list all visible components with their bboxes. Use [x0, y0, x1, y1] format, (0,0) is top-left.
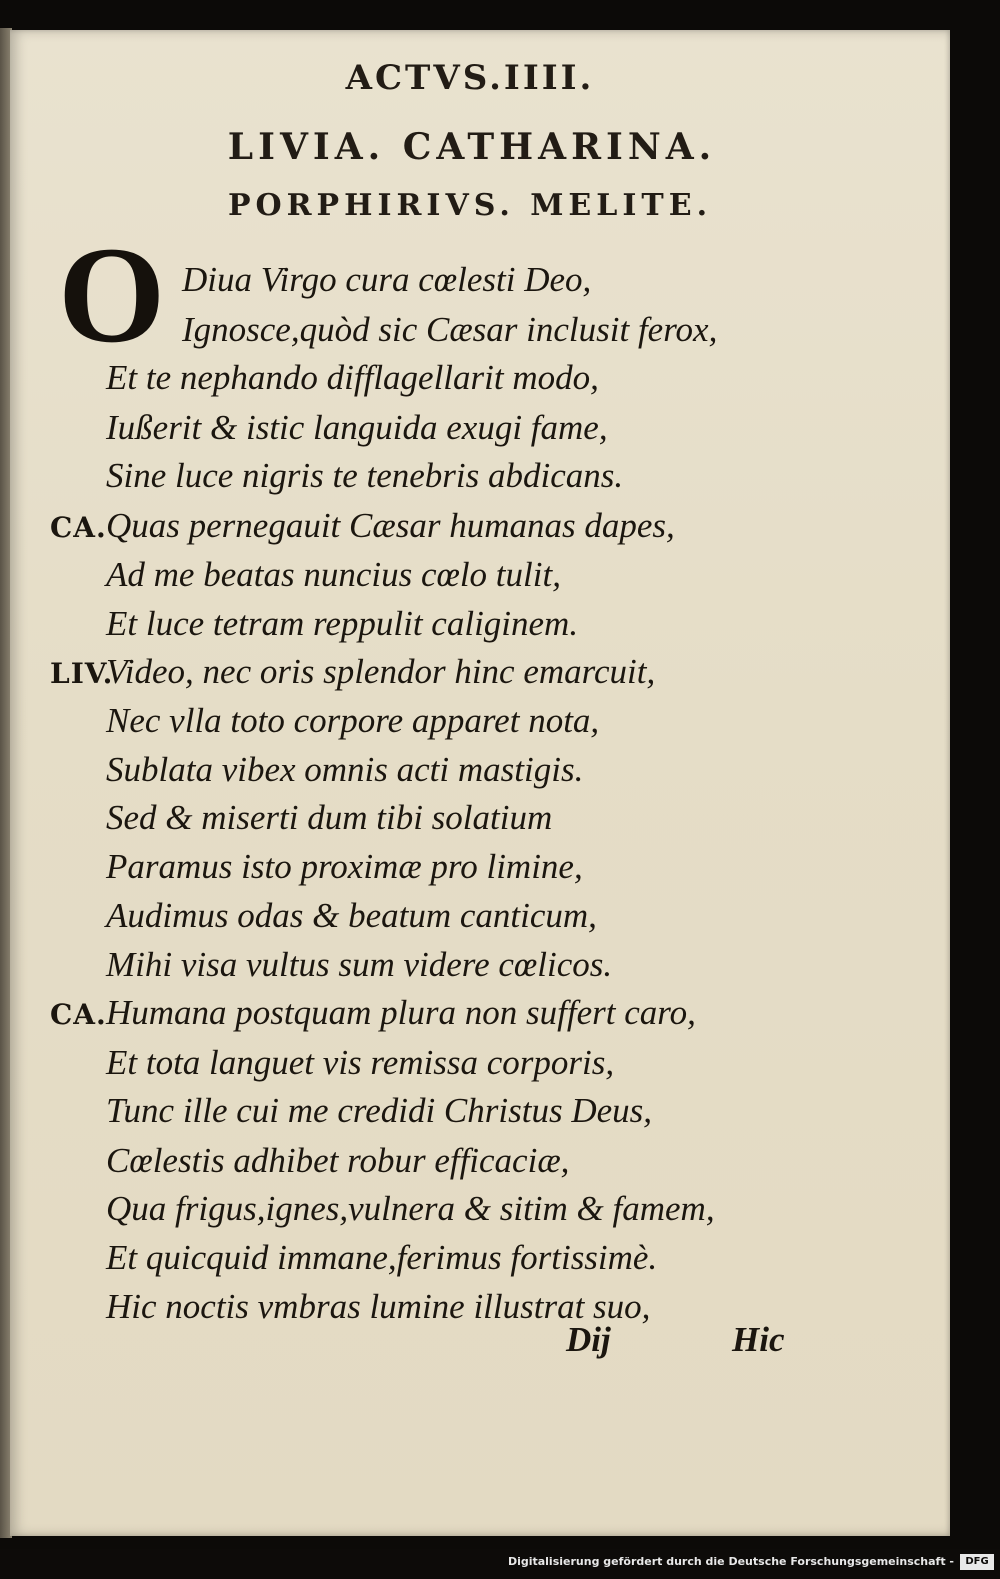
catchword: Hic — [732, 1320, 785, 1359]
verse-line: Mihi visa vultus sum videre cœlicos. — [106, 945, 613, 984]
verse-line: Audimus odas & beatum canticum, — [106, 896, 597, 935]
verse-line: Diua Virgo cura cœlesti Deo, — [182, 260, 592, 299]
verse-line: Video, nec oris splendor hinc emarcuit, — [106, 652, 656, 691]
verse-line: Et tota languet vis remissa corporis, — [106, 1043, 615, 1082]
speaker-label: CA. — [50, 998, 107, 1031]
speaker-label: LIV. — [50, 657, 114, 690]
page-paper — [10, 30, 950, 1536]
verse-line: Humana postquam plura non suffert caro, — [106, 993, 696, 1032]
verse-line: Ad me beatas nuncius cœlo tulit, — [106, 555, 561, 594]
verse-line: Et quicquid immane,ferimus fortissimè. — [106, 1238, 658, 1277]
verse-line: Cœlestis adhibet robur efficaciæ, — [106, 1141, 570, 1180]
act-heading: ACTVS.IIII. — [345, 58, 595, 98]
digitization-credit: Digitalisierung gefördert durch die Deutsche Forschungsgemeinschaft - — [507, 1555, 954, 1568]
verse-line: Qua frigus,ignes,vulnera & sitim & famem, — [106, 1189, 715, 1228]
dfg-logo: DFG — [960, 1554, 994, 1570]
verse-line: Hic noctis vmbras lumine illustrat suo, — [106, 1287, 651, 1326]
verse-line: Tunc ille cui me credidi Christus Deus, — [106, 1091, 653, 1130]
speakers-heading-2: PORPHIRIVS. MELITE. — [227, 188, 713, 223]
verse-line: Et te nephando difflagellarit modo, — [106, 358, 599, 397]
verse-line: Sed & miserti dum tibi solatium — [106, 798, 553, 837]
drop-cap: O — [58, 218, 166, 371]
verse-line: Nec vlla toto corpore apparet nota, — [106, 701, 600, 740]
verse-line: Quas pernegauit Cæsar humanas dapes, — [106, 506, 675, 545]
verse-line: Sublata vibex omnis acti mastigis. — [106, 750, 584, 789]
speaker-label: CA. — [50, 511, 107, 544]
verse-line: Paramus isto proximæ pro limine, — [106, 847, 583, 886]
signature-mark: Dij — [566, 1320, 611, 1359]
verse-line: Sine luce nigris te tenebris abdicans. — [106, 456, 624, 495]
verse-line: Ignosce,quòd sic Cæsar inclusit ferox, — [182, 310, 718, 349]
verse-line: Iußerit & istic languida exugi fame, — [106, 408, 608, 447]
speakers-heading-1: LIVIA. CATHARINA. — [227, 126, 717, 168]
verse-line: Et luce tetram reppulit caliginem. — [106, 604, 579, 643]
